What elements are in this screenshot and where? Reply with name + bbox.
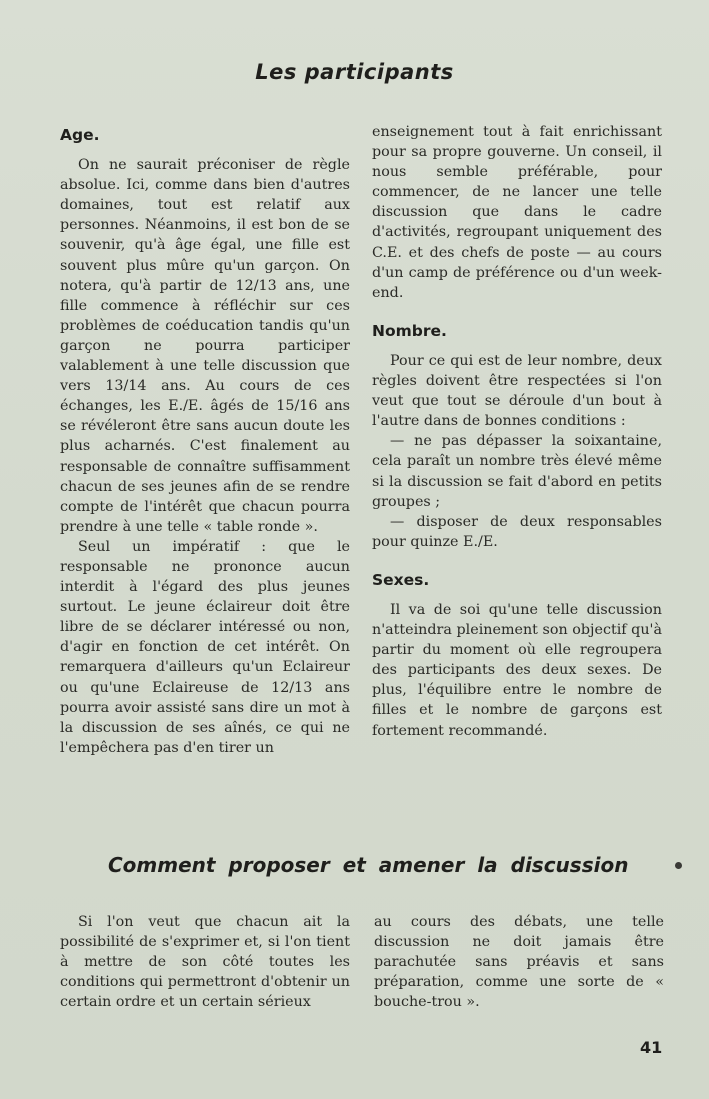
paragraph-age-1: On ne saurait préconiser de règle absolue. Ici, comme dans bien d'autres domaines, tout est relatif aux personnes. Néanmoins, il est bon de se souvenir, qu'à âge égal, une fille est souvent plus mûre qu'un garçon. On notera, qu'à partir de 12/13 ans, une fille commence à réfléchir sur ces problèmes de coéducation tandis qu'un garçon ne pourra participer valablement à une telle discussion que vers 13/14 ans. Au cours de ces échanges, les E./E. âgés de 15/16 ans se révéleront être sans aucun doute les plus acharnés. C'est finalement au responsable de connaître suffisamment chacun de ses jeunes afin de se rendre compte de l'intérêt que chacun pourra prendre à une telle « table ronde ».	[60, 157, 350, 535]
left-column	[60, 125, 350, 758]
heading-sexes: Sexes.	[372, 570, 430, 589]
paragraph-nombre-1: Pour ce qui est de leur nombre, deux règles doivent être respectées si l'on veut que tout se déroule d'un bout à l'autre dans de bonnes conditions :	[372, 352, 662, 430]
bottom-right-column	[374, 912, 664, 1012]
heading-nombre: Nombre.	[372, 321, 447, 340]
paragraph-comment-1: Si l'on veut que chacun ait la possibilité de s'exprimer et, si l'on tient à mettre de son côté toutes les conditions qui permettront d'obtenir un certain ordre et un certain sérieux	[60, 914, 350, 1011]
paragraph-comment-2: au cours des débats, une telle discussion ne doit jamais être parachutée sans préavis et sans préparation, comme une sorte de « bouche-trou ».	[374, 914, 664, 1011]
section-title-comment: Comment proposer et amener la discussion	[108, 853, 629, 877]
paragraph-nombre-3: — disposer de deux responsables pour quinze E./E.	[372, 513, 662, 550]
bullet-dot	[675, 862, 682, 869]
page-number: 41	[640, 1038, 663, 1057]
paragraph-sexes-1: Il va de soi qu'une telle discussion n'atteindra pleinement son objectif qu'à partir du moment où elle regroupera des participants des deux sexes. De plus, l'équilibre entre le nombre de filles et le nombre de garçons est fortement recommandé.	[372, 601, 662, 739]
page-title: Les participants	[255, 60, 454, 84]
bottom-left-column	[60, 912, 350, 1012]
paragraph-nombre-2: — ne pas dépasser la soixantaine, cela paraît un nombre très élevé même si la discussion se fait d'abord en petits groupes ;	[372, 433, 662, 510]
heading-age: Age.	[60, 126, 100, 144]
right-column	[372, 122, 662, 741]
paragraph-age-3: enseignement tout à fait enrichissant pour sa propre gouverne. Un conseil, il nous semble préférable, pour commencer, de ne lancer une telle discussion que dans le cadre d'activités, regroupant uniquement des C.E. et des chefs de poste — au cours d'un camp de préférence ou d'un week-end.	[372, 124, 662, 301]
paragraph-age-2: Seul un impératif : que le responsable ne prononce aucun interdit à l'égard des plus jeunes surtout. Le jeune éclaireur doit être libre de se déclarer intéressé ou non, d'agir en fonction de cet intérêt. On remarquera d'ailleurs qu'un Eclaireur ou qu'une Eclaireuse de 12/13 ans pourra avoir assisté sans dire un mot à la discussion de ses aînés, ce qui ne l'empêchera pas d'en tirer un	[60, 538, 350, 756]
